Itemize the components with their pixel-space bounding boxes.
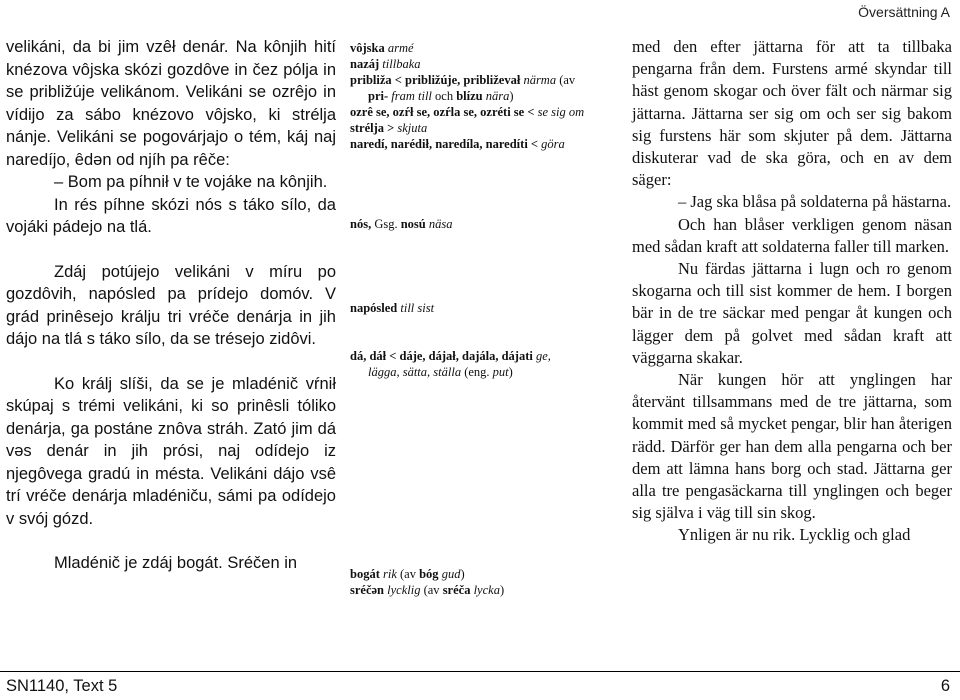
glossary-note: Gsg.: [374, 217, 398, 231]
glossary-translation: rik: [383, 567, 397, 581]
glossary-column: [350, 40, 616, 598]
glossary-continuation: [350, 364, 616, 380]
swedish-paragraph: Nu färdas jättarna i lugn och ro genom skogarna och till sist kommer de hem. I borgen bär in de tre säckar med pengar åt kungen och lägger dem på golvet med sådan kraft att väggarna skakar.: [632, 259, 952, 367]
slovene-paragraph: Ko králj slíši, da se je mladénič vŕnił skúpaj s trémi velikáni, ki so prinêsli tóliko denárja, ga postáne znôva stráh. Zató jim dá vəs denár in jih prósi, naj odídejo iz njegôvega gradú in mésta. Velikáni dájo vsê trí vréče denárja mladéniču, sámi pa odídejo v svój gózd.: [6, 374, 336, 528]
glossary-headword: nosú: [400, 217, 426, 231]
slovene-paragraph: In rés píhne skózi nós s táko sílo, da vojáki pádejo na tlá.: [6, 195, 336, 236]
footer-divider: [0, 671, 960, 672]
glossary-entry: [350, 300, 616, 316]
glossary-entry: [350, 582, 616, 598]
glossary-translation: lycklig: [387, 583, 421, 597]
glossary-note: ): [499, 583, 505, 597]
swedish-paragraph: med den efter jättarna för att ta tillbaka pengarna från dem. Furstens armé skyndar till häst genom skogar och över fält och närmar sig jättarna. Jättarna ser sig om och ser sig bakom sig furstens här som skjuter på dem. Jättarna diskuterar vad de ska göra, och en av dem säger:: [632, 37, 952, 190]
glossary-translation: gud: [441, 567, 461, 581]
glossary-translation: näsa: [428, 217, 453, 231]
glossary-headword: blízu: [456, 89, 483, 103]
glossary-translation: lägga, sätta, ställa: [368, 365, 462, 379]
glossary-note: (av: [423, 583, 440, 597]
swedish-paragraph: Och han blåser verkligen genom näsan med sådan kraft att soldaterna faller till marken.: [632, 214, 952, 256]
glossary-translation: nära: [485, 89, 510, 103]
footer-course-label: SN1140, Text 5: [6, 677, 118, 695]
paragraph-gap: [6, 239, 336, 261]
glossary-translation: tillbaka: [382, 57, 421, 71]
glossary-translation: armé: [387, 41, 414, 55]
glossary-continuation: [350, 88, 616, 104]
swedish-paragraph: – Jag ska blåsa på soldaterna på hästarna.: [678, 192, 952, 212]
slovene-paragraph: – Bom pa píhnił v te vojáke na kônjih.: [54, 173, 328, 191]
glossary-headword: strélja >: [350, 121, 395, 135]
glossary-headword: napósled: [350, 301, 398, 315]
paragraph-gap: [6, 530, 336, 552]
glossary-headword: nazáj: [350, 57, 380, 71]
glossary-entry: [350, 216, 616, 232]
glossary-entry: [350, 40, 616, 56]
glossary-headword: pri-: [368, 89, 389, 103]
slovene-paragraph: velikáni, da bi jim vzêł denár. Na kônjih hití knézova vôjska skózi gozdôve in čez pólja in se približúje velikánom. Velikáni se ozrêjo in vídijo za sábo knézovo vôjsko, ki strélja nánje. Velikáni se pogovárjajo o tém, káj naj naredíjo, êdən od njíh pa rêče:: [6, 38, 336, 169]
glossary-note: (av: [559, 73, 576, 87]
glossary-entry: [350, 136, 616, 152]
glossary-translation: närma: [523, 73, 557, 87]
glossary-note: (eng.: [464, 365, 490, 379]
glossary-note: och: [435, 89, 454, 103]
glossary-translation: göra: [541, 137, 565, 151]
slovene-paragraph: Mladénič je zdáj bogát. Sréčen in: [54, 554, 298, 572]
glossary-entry: [350, 104, 616, 120]
glossary-note: (av: [400, 567, 416, 581]
glossary-headword: vôjska: [350, 41, 385, 55]
swedish-paragraph: Ynligen är nu rik. Lycklig och glad: [678, 525, 911, 545]
glossary-note: ): [509, 89, 514, 103]
glossary-translation: se sig om: [537, 105, 585, 119]
paragraph-gap: [6, 351, 336, 373]
glossary-headword: ozrê se, ozŕł se, ozŕla se, ozréti se <: [350, 105, 535, 119]
glossary-note: ): [460, 567, 465, 581]
glossary-headword: naredí, narédił, naredíla, naredíti <: [350, 137, 539, 151]
glossary-entry: [350, 56, 616, 72]
glossary-translation: till sist: [400, 301, 435, 315]
glossary-headword: dá, dáł < dáje, dájał, dajála, dájati: [350, 349, 533, 363]
glossary-translation: ge,: [535, 349, 551, 363]
glossary-headword: bogát: [350, 567, 380, 581]
slovene-paragraph: Zdáj potújejo velikáni v míru po gozdôvih, napósled pa prídejo domóv. V grád prinêsejo králju tri vréče denárja in jih dájo na tlá s táko sílo, da se trésejo zidôvi.: [6, 262, 336, 348]
swedish-text-column: [632, 36, 952, 547]
glossary-headword: sréčən: [350, 583, 385, 597]
glossary-headword: sréča: [442, 583, 471, 597]
glossary-translation: skjuta: [397, 121, 428, 135]
glossary-entry: [350, 348, 616, 380]
glossary-headword: bóg: [419, 567, 439, 581]
swedish-paragraph: När kungen hör att ynglingen har återvänt tillsammans med de tre jättarna, som kommit med så mycket pengar, blir han återigen rädd. Därför ger han dem alla pengarna och ber dem att lämna hans borg och stad. Jättarna ger alla tre pengasäckarna till ynglingen och beger sig själva i väg till sin skog.: [632, 370, 952, 523]
slovene-text-column: [6, 36, 336, 575]
page-header-title: Översättning A: [858, 4, 950, 20]
glossary-translation: lycka: [473, 583, 500, 597]
glossary-entry: [350, 566, 616, 582]
glossary-entry: [350, 120, 616, 136]
glossary-headword: nós,: [350, 217, 372, 231]
glossary-headword: približa < približúje, približevał: [350, 73, 521, 87]
glossary-translation: put: [492, 365, 509, 379]
glossary-translation: fram till: [391, 89, 432, 103]
page-number: 6: [940, 677, 950, 695]
glossary-note: ): [508, 365, 513, 379]
glossary-entry: [350, 72, 616, 104]
